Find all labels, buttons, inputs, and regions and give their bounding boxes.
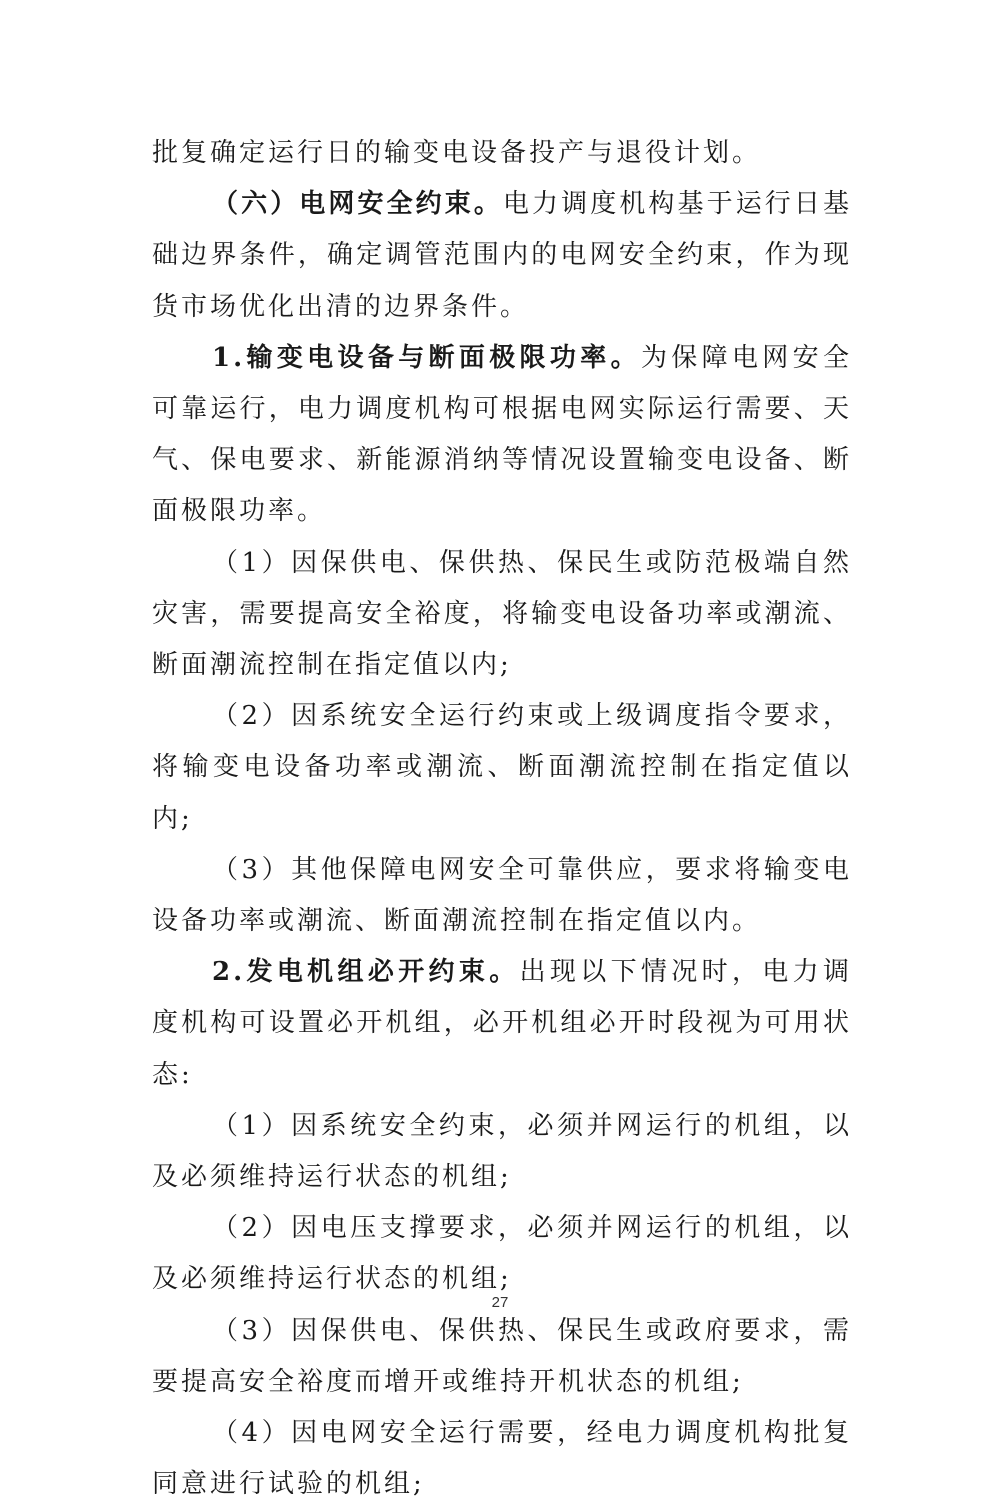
paragraph-text: （3）因保供电、保供热、保民生或政府要求，需要提高安全裕度而增开或维持开机状态的机组; [152,1315,852,1397]
paragraph-text: 出现以下情况时，电力调度机构可设置必开机组，必开机组必开时段视为可用状态: [152,957,852,1090]
paragraph-9 [152,1203,852,1305]
paragraph-6 [152,845,852,947]
subheading-2: 2.发电机组必开约束。 [212,957,520,988]
paragraph-text: （1）因保供电、保供热、保民生或防范极端自然灾害，需要提高安全裕度，将输变电设备功率或潮流、断面潮流控制在指定值以内; [152,547,852,681]
paragraph-text: 批复确定运行日的输变电设备投产与退役计划。 [152,138,762,168]
paragraph-10 [152,1306,852,1408]
paragraph-text: （2）因电压支撑要求，必须并网运行的机组，以及必须维持运行状态的机组; [152,1213,852,1295]
paragraph-5 [152,691,852,845]
section-heading-six: （六）电网安全约束。 [212,189,503,220]
paragraph-7 [152,947,852,1101]
subheading-1: 1.输变电设备与断面极限功率。 [212,342,641,373]
paragraph-text: （2）因系统安全运行约束或上级调度指令要求，将输变电设备功率或潮流、断面潮流控制在指定值以内; [152,701,852,834]
page-number: 27 [491,1294,509,1311]
paragraph-text: （4）因电网安全运行需要，经电力调度机构批复同意进行试验的机组; [152,1418,852,1500]
paragraph-3 [152,333,852,538]
paragraph-8 [152,1101,852,1203]
paragraph-text: 为保障电网安全可靠运行，电力调度机构可根据电网实际运行需要、天气、保电要求、新能源消纳等情况设置输变电设备、断面极限功率。 [152,342,852,527]
paragraph-2 [152,179,852,333]
paragraph-text: （1）因系统安全约束，必须并网运行的机组，以及必须维持运行状态的机组; [152,1110,852,1193]
paragraph-11 [152,1408,852,1510]
paragraph-4 [152,538,852,692]
paragraph-text: 电力调度机构基于运行日基础边界条件，确定调管范围内的电网安全约束，作为现货市场优化出清的边界条件。 [152,189,852,322]
paragraph-1 [152,128,852,179]
paragraph-text: （3）其他保障电网安全可靠供应，要求将输变电设备功率或潮流、断面潮流控制在指定值以内。 [152,854,852,937]
